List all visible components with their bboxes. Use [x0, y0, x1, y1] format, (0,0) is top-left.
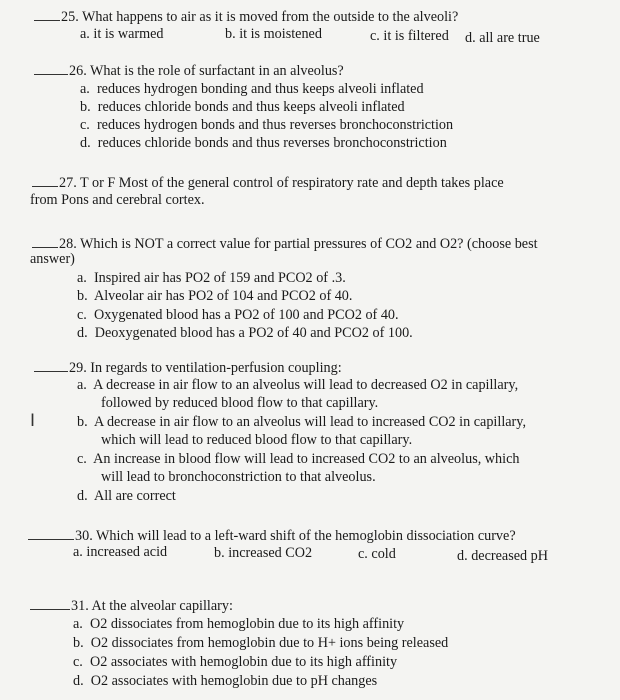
q25-choice-d: d. all are true	[465, 30, 540, 46]
answer-blank-28[interactable]	[32, 235, 58, 248]
q27-line2: from Pons and cerebral cortex.	[30, 192, 205, 208]
q28-choice-a: a. Inspired air has PO2 of 159 and PCO2 of .3.	[77, 270, 346, 286]
q25-choice-c: c. it is filtered	[370, 28, 449, 44]
q28-text: 28. Which is NOT a correct value for partial pressures of CO2 and O2? (choose best	[59, 236, 538, 252]
q26-text: 26. What is the role of surfactant in an alveolus?	[69, 63, 344, 79]
q26-choice-b: b. reduces chloride bonds and thus keeps alveoli inflated	[80, 99, 405, 115]
answer-blank-31[interactable]	[30, 597, 70, 610]
q27-text: 27. T or F Most of the general control of respiratory rate and depth takes place	[59, 175, 504, 191]
q26-stem	[34, 62, 344, 80]
q25-choice-a: a. it is warmed	[80, 26, 164, 42]
q30-stem	[28, 527, 516, 545]
answer-blank-26[interactable]	[34, 62, 68, 75]
q31-choice-b: b. O2 dissociates from hemoglobin due to H+ ions being released	[73, 635, 449, 651]
q31-choice-c: c. O2 associates with hemoglobin due to its high affinity	[73, 654, 398, 670]
q29-choice-c-cont: will lead to bronchoconstriction to that alveolus.	[101, 469, 376, 485]
q29-choice-a: a. A decrease in air flow to an alveolus will lead to decreased O2 in capillary,	[77, 377, 519, 393]
q28-choice-d: d. Deoxygenated blood has a PO2 of 40 and PCO2 of 100.	[77, 325, 413, 341]
q28-choice-c: c. Oxygenated blood has a PO2 of 100 and PCO2 of 40.	[77, 307, 399, 323]
q28-choice-b: b. Alveolar air has PO2 of 104 and PCO2 of 40.	[77, 288, 353, 304]
q29-choice-a-cont: followed by reduced blood flow to that capillary.	[101, 395, 379, 411]
q29-choice-b-cont: which will lead to reduced blood flow to that capillary.	[101, 432, 413, 448]
q30-text: 30. Which will lead to a left-ward shift of the hemoglobin dissociation curve?	[75, 528, 516, 544]
q31-stem	[30, 597, 233, 615]
text-cursor-icon: I	[30, 411, 36, 431]
q26-choice-d: d. reduces chloride bonds and thus reverses bronchoconstriction	[80, 135, 447, 151]
answer-blank-30[interactable]	[28, 527, 74, 540]
q29-choice-c: c. An increase in blood flow will lead to increased CO2 to an alveolus, which	[77, 451, 520, 467]
q27-line1	[32, 174, 504, 192]
q28-line1	[32, 235, 538, 253]
q25-stem	[34, 8, 458, 26]
q26-choice-c: c. reduces hydrogen bonds and thus reverses bronchoconstriction	[80, 117, 454, 133]
q29-choice-b: b. A decrease in air flow to an alveolus will lead to increased CO2 in capillary,	[77, 414, 526, 430]
answer-blank-29[interactable]	[34, 359, 68, 372]
q30-choice-d: d. decreased pH	[457, 548, 548, 564]
q25-text: 25. What happens to air as it is moved from the outside to the alveoli?	[61, 9, 459, 25]
answer-blank-27[interactable]	[32, 174, 58, 187]
answer-blank-25[interactable]	[34, 8, 60, 21]
q30-choice-c: c. cold	[358, 546, 396, 562]
q28-line2: answer)	[30, 251, 75, 267]
q31-choice-a: a. O2 dissociates from hemoglobin due to its high affinity	[73, 616, 405, 632]
q29-text: 29. In regards to ventilation-perfusion coupling:	[69, 360, 342, 376]
q30-choice-b: b. increased CO2	[214, 545, 313, 561]
q31-text: 31. At the alveolar capillary:	[71, 598, 233, 614]
q26-choice-a: a. reduces hydrogen bonding and thus keeps alveoli inflated	[80, 81, 424, 97]
q25-choice-b: b. it is moistened	[225, 26, 322, 42]
q30-choice-a: a. increased acid	[73, 544, 168, 560]
q29-stem	[34, 359, 342, 377]
q29-choice-d: d. All are correct	[77, 488, 176, 504]
q31-choice-d: d. O2 associates with hemoglobin due to pH changes	[73, 673, 378, 689]
